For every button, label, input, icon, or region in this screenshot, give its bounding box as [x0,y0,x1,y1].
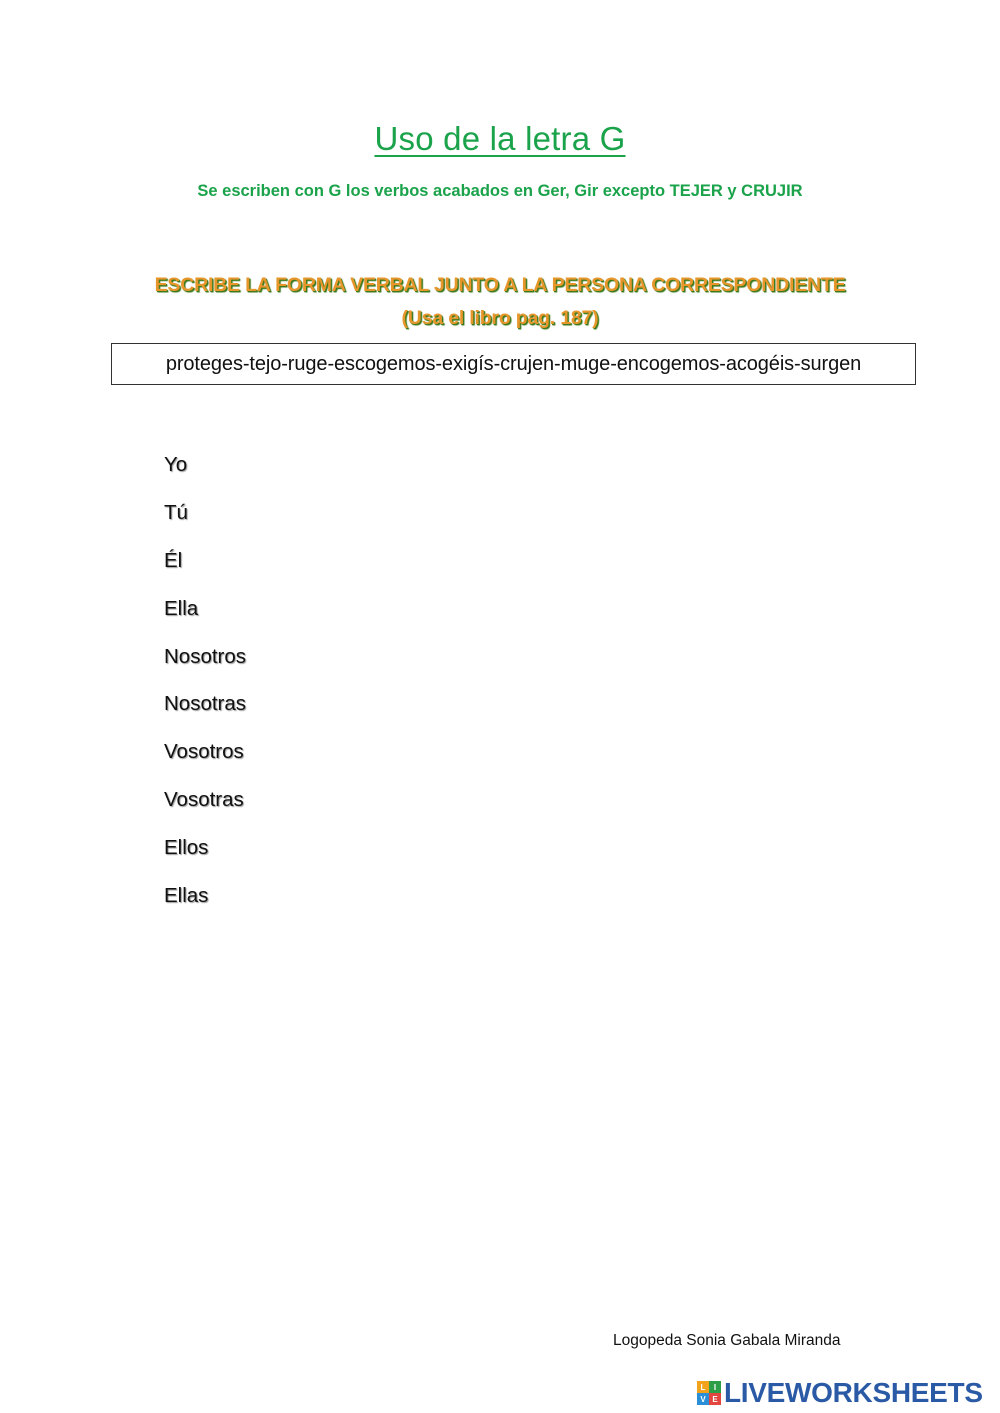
liveworksheets-logo[interactable] [697,1378,983,1408]
worksheet-title: Uso de la letra G [374,120,626,157]
person-label-ellas: Ellas [164,884,209,908]
person-list [164,451,246,930]
spelling-rule: Se escriben con G los verbos acabados en Ger, Gir excepto TEJER y CRUJIR [197,182,803,200]
person-label-vosotros: Vosotros [164,740,244,764]
person-label-tu: Tú [164,500,188,524]
person-label-ellos: Ellos [164,836,209,860]
person-label-yo: Yo [164,453,188,476]
person-label-ella: Ella [164,596,199,620]
person-label-nosotras: Nosotras [164,692,247,716]
person-label-el: Él [164,548,183,572]
person-label-nosotros: Nosotros [164,644,247,668]
word-bank-box [111,343,916,385]
instruction-reference: (Usa el libro pag. 187) [401,307,599,329]
logo-tile-e: E [709,1393,721,1405]
logo-tile-v: V [697,1393,709,1405]
person-label-vosotras: Vosotras [164,788,244,812]
brand-name: LIVEWORKSHEETS [724,1377,983,1408]
logo-tile-i: I [709,1381,721,1393]
logo-tile-l: L [697,1381,709,1393]
instruction-heading: ESCRIBE LA FORMA VERBAL JUNTO A LA PERSONA CORRESPONDIENTE [154,274,846,296]
author-credit: Logopeda Sonia Gabala Miranda [613,1332,841,1349]
word-bank-text: proteges-tejo-ruge-escogemos-exigís-crujen-muge-encogemos-acogéis-surgen [165,352,862,375]
live-tiles-icon [697,1381,721,1405]
